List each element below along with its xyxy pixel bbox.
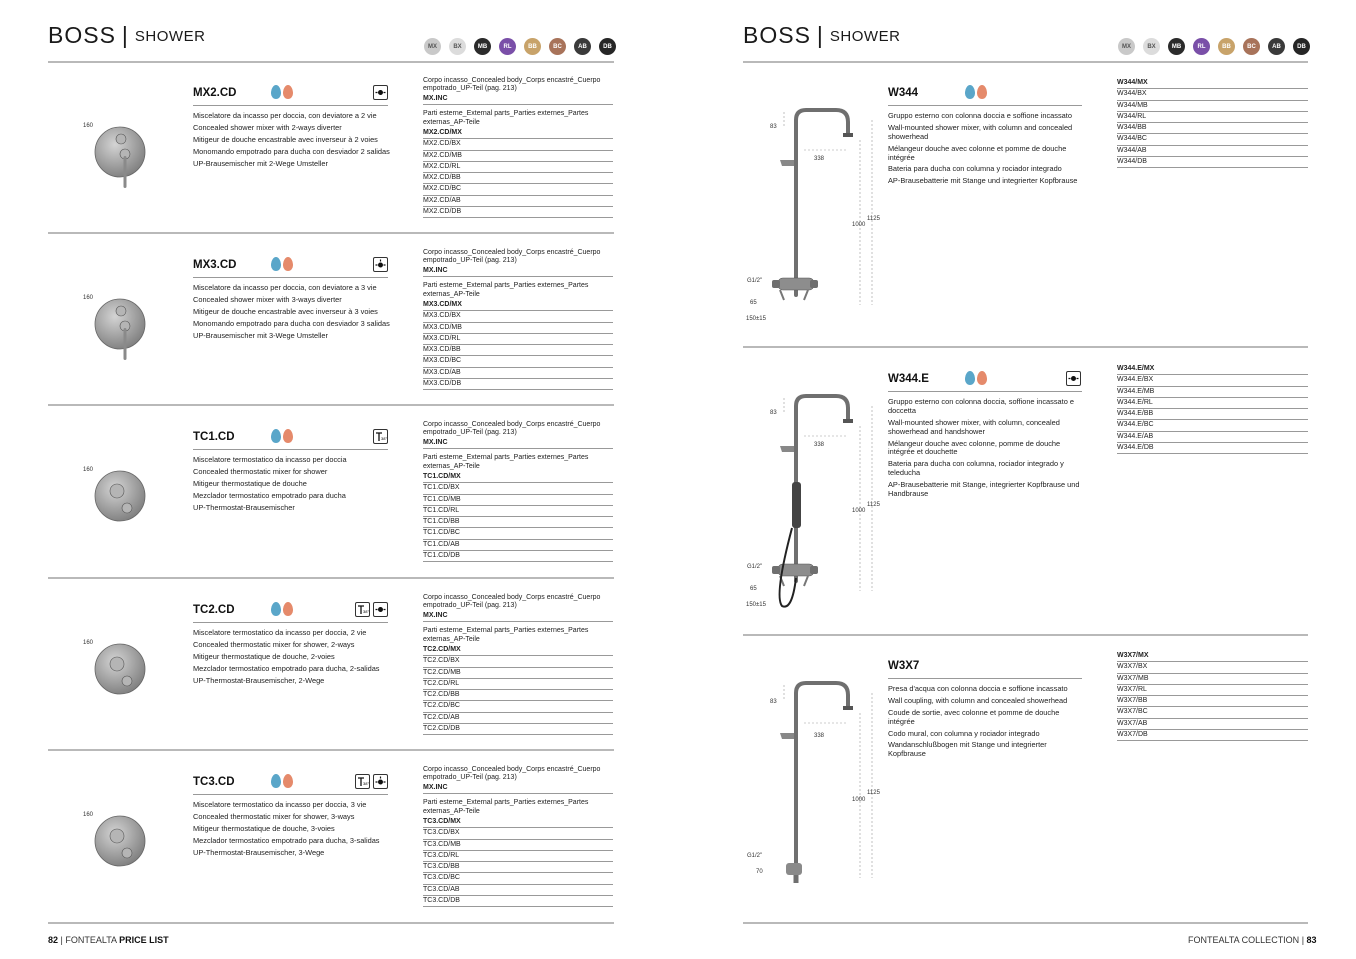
article-code: TC3.CD/AB — [423, 885, 613, 896]
article-code: TC3.CD/BC — [423, 873, 613, 884]
article-code: TC2.CD/MX — [423, 645, 613, 656]
description-line: Miscelatore termostatico da incasso per doccia, 3 vie — [193, 800, 367, 809]
dimension-label: 83 — [770, 699, 777, 705]
finish-swatch-bx: BX — [449, 38, 466, 55]
article-code: MX2.CD/MX — [423, 128, 613, 139]
product-description — [193, 801, 391, 860]
concealed-body-code: MX.INC — [423, 95, 613, 105]
external-parts-label: Parti esterne_External parts_Parties externes_Partes externas_AP-Teile — [423, 454, 589, 470]
concealed-body-code: MX.INC — [423, 612, 613, 622]
article-code: W344.E/DB — [1117, 443, 1308, 454]
description-line: Monomando empotrado para ducha con desviador 2 salidas — [193, 146, 390, 156]
dimension-label: 1000 — [852, 222, 866, 228]
footer-divider — [48, 922, 614, 924]
function-icons — [355, 602, 388, 617]
dimension-label: 160 — [83, 295, 94, 301]
brand-header: BOSS | SHOWER — [48, 22, 206, 48]
description-line: Miscelatore da incasso per doccia, con deviatore a 2 vie — [193, 111, 377, 120]
article-code: TC3.CD/MB — [423, 840, 613, 851]
page-footer: 82 | FONTEALTA PRICE LIST — [48, 935, 169, 945]
finish-swatch-db: DB — [1293, 38, 1310, 55]
dimension-label: 1000 — [852, 797, 866, 803]
article-code: W344/MX — [1117, 78, 1308, 89]
dimension-label: 65 — [750, 300, 757, 306]
product-description — [888, 398, 1086, 502]
concealed-body-code: MX.INC — [423, 784, 613, 794]
finish-swatch-bb: BB — [524, 38, 541, 55]
product-code: MX2.CD — [193, 87, 237, 99]
article-code-list — [1117, 364, 1308, 454]
finish-swatch-db: DB — [599, 38, 616, 55]
article-code: W3X7/DB — [1117, 730, 1308, 741]
article-code: W344.E/AB — [1117, 432, 1308, 443]
dimension-label: 338 — [814, 733, 825, 739]
cold-water-drop-icon — [965, 85, 975, 99]
article-code: MX3.CD/MX — [423, 300, 613, 311]
article-code: MX2.CD/BB — [423, 173, 613, 184]
description-line: Mezclador termostatico empotrado para ducha, 2-salidas — [193, 663, 380, 673]
article-code: MX3.CD/DB — [423, 379, 613, 390]
product-code: W344.E — [888, 373, 929, 385]
brand-title: BOSS — [48, 22, 116, 48]
article-code: TC2.CD/AB — [423, 713, 613, 724]
row-divider — [743, 346, 1308, 348]
cold-water-drop-icon — [271, 602, 281, 616]
description-line: Coude de sortie, avec colonne et pomme de douche intégrée — [888, 707, 1060, 726]
dimension-label: 150±15 — [746, 316, 766, 322]
article-code: TC3.CD/BB — [423, 862, 613, 873]
product-row — [0, 64, 678, 234]
mixer-drawing — [94, 298, 150, 367]
temperature-drops — [271, 85, 293, 99]
mixer-drawing — [94, 643, 150, 712]
svg-text:38°: 38° — [363, 781, 370, 786]
dimension-label: 65 — [750, 586, 757, 592]
concealed-body-code: MX.INC — [423, 267, 613, 277]
function-icons — [373, 429, 388, 444]
finish-swatch-rl: RL — [1193, 38, 1210, 55]
article-code: TC3.CD/RL — [423, 851, 613, 862]
article-code: W344.E/MB — [1117, 387, 1308, 398]
concealed-body-label: Corpo incasso_Concealed body_Corps encastré_Cuerpo empotrado_UP-Teil (pag. 213) — [423, 249, 601, 265]
finish-swatch-rl: RL — [499, 38, 516, 55]
finish-swatch-bb: BB — [1218, 38, 1235, 55]
dimension-label: G1/2" — [747, 564, 763, 570]
section-title: SHOWER — [829, 28, 901, 45]
dimension-label: 160 — [83, 123, 94, 129]
description-line: Monomando empotrado para ducha con desviador 3 salidas — [193, 318, 390, 328]
article-code: W344/DB — [1117, 157, 1308, 168]
product-row — [0, 236, 678, 406]
temperature-drops — [965, 85, 987, 99]
description-line: Concealed shower mixer with 3-ways diverter — [193, 294, 342, 304]
product-description — [888, 685, 1086, 762]
dimension-label: 1125 — [867, 216, 880, 222]
description-line: Presa d'acqua con colonna doccia e soffione incassato — [888, 684, 1068, 693]
dimension-label: 1125 — [867, 502, 880, 508]
article-code: TC1.CD/MX — [423, 472, 613, 483]
mixer-drawing — [94, 470, 150, 539]
article-code: MX3.CD/BB — [423, 345, 613, 356]
hot-water-drop-icon — [977, 85, 987, 99]
article-code: W344/AB — [1117, 146, 1308, 157]
article-code: W344/MB — [1117, 101, 1308, 112]
thermostat-icon — [355, 774, 370, 789]
article-code-list — [1117, 651, 1308, 741]
description-line: Gruppo esterno con colonna doccia e soffione incassato — [888, 111, 1072, 120]
parts-list — [423, 77, 613, 218]
finish-swatch-mb: MB — [474, 38, 491, 55]
code-underline — [193, 105, 388, 106]
dimension-label: 160 — [83, 812, 94, 818]
code-underline — [193, 449, 388, 450]
description-line: Gruppo esterno con colonna doccia, soffione incassato e doccetta — [888, 397, 1074, 415]
finish-swatch-mx: MX — [424, 38, 441, 55]
row-divider — [48, 749, 614, 751]
product-row — [0, 753, 678, 923]
footer-divider — [743, 922, 1308, 924]
product-row — [678, 637, 1356, 917]
hot-water-drop-icon — [283, 85, 293, 99]
article-code: W3X7/BC — [1117, 707, 1308, 718]
article-code: W3X7/RL — [1117, 685, 1308, 696]
cold-water-drop-icon — [271, 774, 281, 788]
article-code: MX3.CD/BX — [423, 311, 613, 322]
article-code: W3X7/MX — [1117, 651, 1308, 662]
article-code: MX3.CD/BC — [423, 356, 613, 367]
temperature-drops — [965, 371, 987, 385]
description-line: Wall coupling, with column and concealed showerhead — [888, 695, 1068, 705]
page-footer: FONTEALTA COLLECTION | 83 — [1188, 935, 1317, 945]
article-code: W344.E/BX — [1117, 375, 1308, 386]
hot-water-drop-icon — [283, 257, 293, 271]
hot-water-drop-icon — [977, 371, 987, 385]
description-line: Mitigeur thermostatique de douche, 3-voies — [193, 823, 335, 833]
code-underline — [193, 277, 388, 278]
parts-list — [423, 249, 613, 390]
page-number: 83 — [1306, 935, 1317, 945]
description-line: UP-Brausemischer mit 2-Wege Umsteller — [193, 158, 328, 168]
page-number: 82 — [48, 935, 59, 945]
article-code: TC2.CD/BB — [423, 690, 613, 701]
article-code: TC1.CD/MB — [423, 495, 613, 506]
footer-brand: FONTEALTA — [65, 935, 117, 945]
product-row — [0, 408, 678, 578]
description-line: Mitigeur de douche encastrable avec inverseur à 2 voies — [193, 134, 378, 144]
article-code: W344/BX — [1117, 89, 1308, 100]
article-code: W344/RL — [1117, 112, 1308, 123]
finish-swatch-mx: MX — [1118, 38, 1135, 55]
description-line: Concealed shower mixer with 2-ways diverter — [193, 122, 342, 132]
parts-list — [423, 766, 613, 907]
function-icons — [355, 774, 388, 789]
article-code: W3X7/BB — [1117, 696, 1308, 707]
product-code: W3X7 — [888, 660, 920, 672]
dimension-label: G1/2" — [747, 853, 763, 859]
product-description — [193, 284, 391, 343]
finish-swatch-ab: AB — [574, 38, 591, 55]
dimension-label: 150±15 — [746, 602, 766, 608]
footer-brand: FONTEALTA COLLECTION — [1188, 935, 1300, 945]
product-code: TC3.CD — [193, 776, 235, 788]
description-line: AP-Brausebatterie mit Stange und integrierter Kopfbrause — [888, 176, 1078, 186]
diverter-2-way-icon — [373, 85, 388, 100]
dimension-label: 83 — [770, 410, 777, 416]
code-underline — [888, 391, 1082, 392]
article-code: TC1.CD/RL — [423, 506, 613, 517]
parts-list — [423, 594, 613, 735]
brand-header: BOSS | SHOWER — [743, 22, 901, 48]
diverter-2-way-icon — [373, 602, 388, 617]
mixer-drawing — [94, 126, 150, 195]
dimension-label: 160 — [83, 467, 94, 473]
shower-column-drawing — [744, 673, 894, 903]
description-line: Wall-mounted shower mixer, with column, concealed showerhead and handshower — [888, 417, 1060, 436]
temperature-drops — [271, 257, 293, 271]
article-code: TC1.CD/BC — [423, 528, 613, 539]
cold-water-drop-icon — [271, 429, 281, 443]
row-divider — [48, 232, 614, 234]
svg-text:38°: 38° — [381, 436, 388, 441]
product-row — [678, 350, 1356, 630]
function-icons — [373, 85, 388, 100]
thermostat-icon — [373, 429, 388, 444]
description-line: Mezclador termostatico empotrado para ducha, 3-salidas — [193, 835, 380, 845]
external-parts-label: Parti esterne_External parts_Parties externes_Partes externas_AP-Teile — [423, 282, 589, 298]
article-code: W3X7/AB — [1117, 719, 1308, 730]
description-line: Mitigeur de douche encastrable avec inverseur à 3 voies — [193, 306, 378, 316]
article-code: MX2.CD/RL — [423, 162, 613, 173]
description-line: Codo mural, con columna y rociador integrado — [888, 728, 1040, 738]
product-row — [678, 64, 1356, 344]
concealed-body-label: Corpo incasso_Concealed body_Corps encastré_Cuerpo empotrado_UP-Teil (pag. 213) — [423, 766, 601, 782]
article-code: W344.E/BC — [1117, 420, 1308, 431]
header-divider — [743, 61, 1308, 63]
finish-swatch-bc: BC — [1243, 38, 1260, 55]
description-line: Concealed thermostatic mixer for shower — [193, 466, 328, 476]
product-description — [888, 112, 1086, 189]
description-line: Bateria para ducha con columna, rociador integrado y teleducha — [888, 459, 1064, 478]
parts-list — [423, 421, 613, 562]
article-code: W344.E/BB — [1117, 409, 1308, 420]
description-line: Miscelatore termostatico da incasso per doccia — [193, 455, 347, 464]
concealed-body-label: Corpo incasso_Concealed body_Corps encastré_Cuerpo empotrado_UP-Teil (pag. 213) — [423, 421, 601, 437]
row-divider — [48, 577, 614, 579]
article-code: MX3.CD/MB — [423, 323, 613, 334]
article-code: TC2.CD/RL — [423, 679, 613, 690]
product-code: W344 — [888, 87, 919, 99]
concealed-body-label: Corpo incasso_Concealed body_Corps encastré_Cuerpo empotrado_UP-Teil (pag. 213) — [423, 77, 601, 93]
article-code: TC1.CD/BB — [423, 517, 613, 528]
cold-water-drop-icon — [271, 85, 281, 99]
product-code: MX3.CD — [193, 259, 237, 271]
description-line: Mélangeur douche avec colonne, pomme de douche intégrée et douchette — [888, 438, 1061, 457]
dimension-label: 160 — [83, 640, 94, 646]
diverter-3-way-icon — [373, 774, 388, 789]
mixer-drawing — [94, 815, 150, 884]
article-code: MX2.CD/MB — [423, 151, 613, 162]
description-line: Wall-mounted shower mixer, with column and concealed showerhead — [888, 122, 1073, 141]
hot-water-drop-icon — [283, 602, 293, 616]
temperature-drops — [271, 774, 293, 788]
dimension-label: 1000 — [852, 508, 866, 514]
right-page — [678, 0, 1356, 959]
temperature-drops — [271, 602, 293, 616]
description-line: Mitigeur thermostatique de douche, 2-voies — [193, 651, 335, 661]
shower-column-drawing — [744, 100, 894, 330]
row-divider — [743, 634, 1308, 636]
article-code: W344/BC — [1117, 134, 1308, 145]
description-line: Miscelatore da incasso per doccia, con deviatore a 3 vie — [193, 283, 377, 292]
description-line: UP-Thermostat-Brausemischer, 3-Wege — [193, 847, 325, 857]
brand-title: BOSS — [743, 22, 811, 48]
code-underline — [888, 105, 1082, 106]
article-code: TC3.CD/BX — [423, 828, 613, 839]
article-code: W344/BB — [1117, 123, 1308, 134]
code-underline — [193, 794, 388, 795]
function-icons — [1066, 371, 1081, 386]
dimension-label: 338 — [814, 442, 825, 448]
article-code: TC2.CD/DB — [423, 724, 613, 735]
article-code: TC3.CD/MX — [423, 817, 613, 828]
article-code: TC3.CD/DB — [423, 896, 613, 907]
finish-legend — [424, 38, 616, 55]
cold-water-drop-icon — [271, 257, 281, 271]
external-parts-label: Parti esterne_External parts_Parties externes_Partes externas_AP-Teile — [423, 799, 589, 815]
dimension-label: G1/2" — [747, 278, 763, 284]
finish-swatch-bc: BC — [549, 38, 566, 55]
description-line: Concealed thermostatic mixer for shower, 3-ways — [193, 811, 355, 821]
function-icons — [373, 257, 388, 272]
description-line: Mélangeur douche avec colonne et pomme de douche intégrée — [888, 143, 1067, 162]
diverter-2-way-icon — [1066, 371, 1081, 386]
product-description — [193, 629, 391, 688]
description-line: UP-Thermostat-Brausemischer, 2-Wege — [193, 675, 325, 685]
product-code: TC1.CD — [193, 431, 235, 443]
description-line: Wandanschlußbogen mit Stange und integrierter Kopfbrause — [888, 740, 1047, 759]
finish-swatch-mb: MB — [1168, 38, 1185, 55]
description-line: AP-Brausebatterie mit Stange, integrierter Kopfbrause und Handbrause — [888, 480, 1080, 498]
temperature-drops — [271, 429, 293, 443]
cold-water-drop-icon — [965, 371, 975, 385]
product-description — [193, 456, 391, 515]
article-code: MX3.CD/RL — [423, 334, 613, 345]
finish-swatch-bx: BX — [1143, 38, 1160, 55]
external-parts-label: Parti esterne_External parts_Parties externes_Partes externas_AP-Teile — [423, 110, 589, 126]
article-code: W3X7/MB — [1117, 674, 1308, 685]
dimension-label: 1125 — [867, 790, 880, 796]
article-code: TC2.CD/BC — [423, 701, 613, 712]
svg-text:38°: 38° — [363, 609, 370, 614]
external-parts-label: Parti esterne_External parts_Parties externes_Partes externas_AP-Teile — [423, 627, 589, 643]
code-underline — [888, 678, 1082, 679]
dimension-label: 338 — [814, 156, 825, 162]
concealed-body-code: MX.INC — [423, 439, 613, 449]
product-code: TC2.CD — [193, 604, 235, 616]
article-code: TC1.CD/BX — [423, 483, 613, 494]
article-code: TC2.CD/BX — [423, 656, 613, 667]
shower-column-drawing — [744, 386, 894, 616]
concealed-body-label: Corpo incasso_Concealed body_Corps encastré_Cuerpo empotrado_UP-Teil (pag. 213) — [423, 594, 601, 610]
dimension-label: 83 — [770, 124, 777, 130]
article-code: TC2.CD/MB — [423, 668, 613, 679]
article-code: MX2.CD/BC — [423, 184, 613, 195]
description-line: Miscelatore termostatico da incasso per doccia, 2 vie — [193, 628, 367, 637]
footer-title: PRICE LIST — [119, 935, 169, 945]
article-code: MX2.CD/DB — [423, 207, 613, 218]
article-code: MX2.CD/AB — [423, 196, 613, 207]
description-line: Mezclador termostatico empotrado para ducha — [193, 490, 346, 500]
description-line: Bateria para ducha con columna y rociador integrado — [888, 164, 1062, 174]
product-row — [0, 581, 678, 751]
finish-legend — [1118, 38, 1310, 55]
diverter-3-way-icon — [373, 257, 388, 272]
hot-water-drop-icon — [283, 774, 293, 788]
header-divider — [48, 61, 614, 63]
section-title: SHOWER — [134, 28, 206, 45]
dimension-label: 70 — [756, 869, 763, 875]
description-line: Mitigeur thermostatique de douche — [193, 478, 307, 488]
article-code-list — [1117, 78, 1308, 168]
description-line: Concealed thermostatic mixer for shower, 2-ways — [193, 639, 355, 649]
article-code: W344.E/RL — [1117, 398, 1308, 409]
finish-swatch-ab: AB — [1268, 38, 1285, 55]
hot-water-drop-icon — [283, 429, 293, 443]
article-code: W3X7/BX — [1117, 662, 1308, 673]
code-underline — [193, 622, 388, 623]
product-description — [193, 112, 391, 171]
description-line: UP-Brausemischer mit 3-Wege Umsteller — [193, 330, 328, 340]
thermostat-icon — [355, 602, 370, 617]
article-code: TC1.CD/AB — [423, 540, 613, 551]
article-code: MX2.CD/BX — [423, 139, 613, 150]
row-divider — [48, 404, 614, 406]
article-code: TC1.CD/DB — [423, 551, 613, 562]
article-code: W344.E/MX — [1117, 364, 1308, 375]
description-line: UP-Thermostat-Brausemischer — [193, 502, 295, 512]
article-code: MX3.CD/AB — [423, 368, 613, 379]
